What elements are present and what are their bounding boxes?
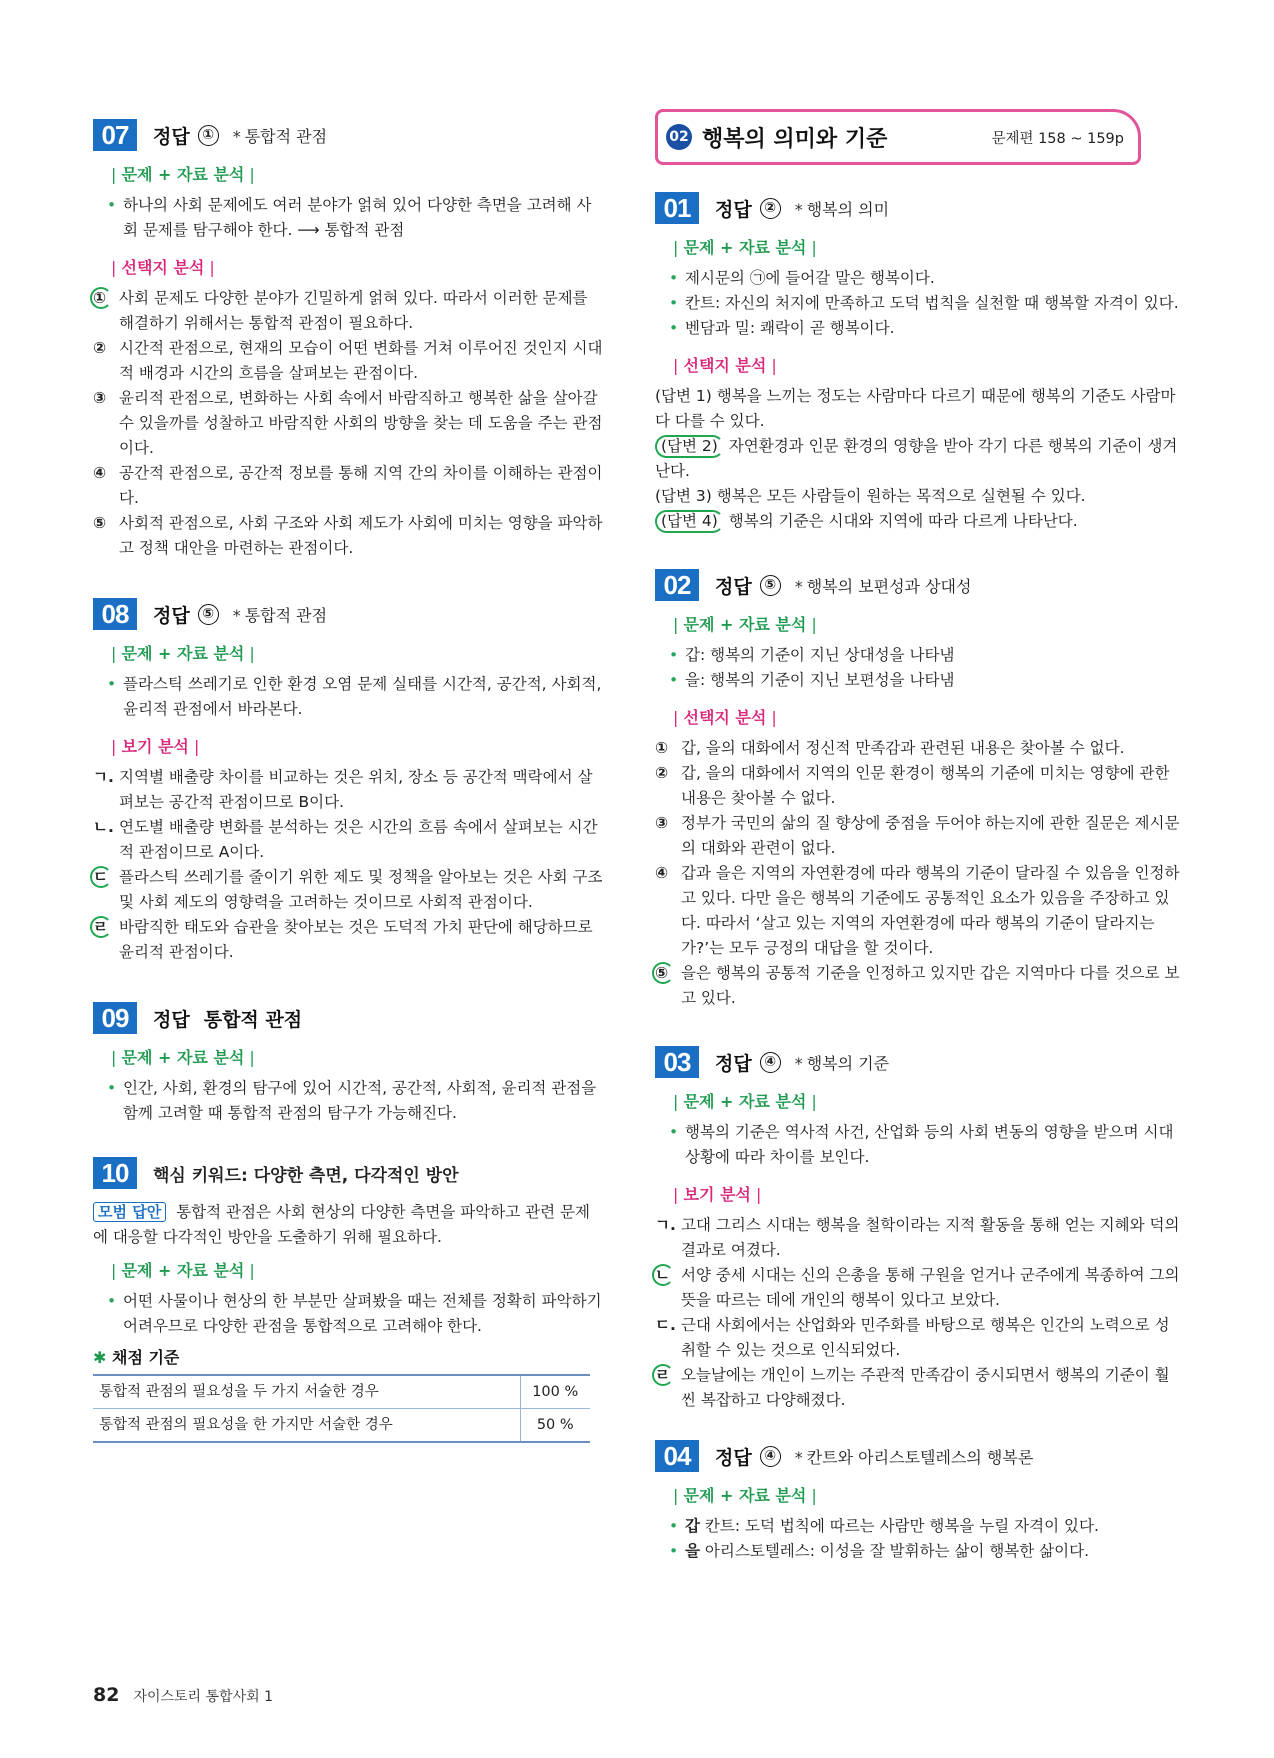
answer-ring-icon: (답변 4) (655, 510, 724, 533)
topic: * 칸트와 아리스토텔레스의 행복론 (794, 1447, 1034, 1467)
bullet-item: • 하나의 사회 문제에도 여러 분야가 얽혀 있어 다양한 측면을 고려해 사회 문제를 탐구해야 한다. ⟶ 통합적 관점 (105, 193, 603, 243)
answer-ring-icon (90, 287, 112, 309)
option-item: ㄷ 플라스틱 쓰레기를 줄이기 위한 제도 및 정책을 알아보는 것은 사회 구조 및 사회 제도의 영향력을 고려하는 것이므로 사회적 관점이다. (93, 865, 603, 915)
option-item: ④ 공간적 관점으로, 공간적 정보를 통해 지역 간의 차이를 이해하는 관점이다. (93, 464, 603, 507)
question-number: 02 (655, 569, 699, 601)
question-number: 07 (93, 119, 137, 151)
option-item: ④ 갑과 을은 지역의 자연환경에 따라 행복의 기준이 달라질 수 있음을 인정하고 있다. 다만 을은 행복의 기준에도 공통적인 요소가 있음을 주장하고 있다. 따라서 ‘살고 있는 지역의 자연환경에 따라 행복의 기준이 달라지는가?’는 모두 긍정의 대답을 할 것이다. (655, 864, 1180, 957)
bullet-list (667, 1120, 1180, 1170)
keyword-title: 핵심 키워드: 다양한 측면, 다각적인 방안 (153, 1165, 459, 1186)
question-header (655, 191, 1180, 225)
star-icon: * (794, 1053, 803, 1073)
table-row (93, 1375, 590, 1409)
analysis-tag: | 문제 + 자료 분석 | (673, 238, 817, 257)
star-icon: * (794, 1447, 803, 1467)
answer-choice: ⑤ (198, 604, 219, 625)
question-08 (93, 597, 603, 965)
answer-label: 정답 (715, 198, 752, 221)
left-column (93, 118, 603, 1469)
question-10 (93, 1156, 603, 1443)
analysis-tag: | 문제 + 자료 분석 | (111, 644, 255, 663)
topic: * 통합적 관점 (232, 605, 328, 625)
answer-ring-icon (90, 866, 112, 888)
option-item: ① 사회 문제도 다양한 분야가 긴밀하게 얽혀 있다. 따라서 이러한 문제를 해결하기 위해서는 통합적 관점이 필요하다. (93, 286, 603, 336)
analysis-tag: | 문제 + 자료 분석 | (673, 1486, 817, 1505)
bullet-list (105, 1076, 603, 1126)
question-header (655, 1439, 1180, 1473)
answer-item: (답변 4) 행복의 기준은 시대와 지역에 따라 다르게 나타난다. (655, 509, 1180, 534)
star-icon: * (232, 605, 241, 625)
bullet-item: • 플라스틱 쓰레기로 인한 환경 오염 문제 실태를 시간적, 공간적, 사회적, 윤리적 관점에서 바라본다. (105, 672, 603, 722)
answer-label: 정답 (153, 125, 190, 148)
answer-choice: ② (760, 198, 781, 219)
topic: * 행복의 의미 (794, 199, 890, 219)
bullet-item: • 인간, 사회, 환경의 탐구에 있어 시간적, 공간적, 사회적, 윤리적 관점을 함께 고려할 때 통합적 관점의 탐구가 가능해진다. (105, 1076, 603, 1126)
answer-label: 정답 (153, 604, 190, 627)
page-footer (93, 1684, 273, 1706)
answer-label: 정답 (153, 1008, 190, 1031)
question-number: 08 (93, 598, 137, 630)
question-header (655, 568, 1180, 602)
answer-ring-icon (652, 1364, 674, 1386)
book-title: 자이스토리 통합사회 1 (133, 1689, 273, 1705)
analysis-tag: | 문제 + 자료 분석 | (673, 1092, 817, 1111)
choice-analysis-tag: | 선택지 분석 | (111, 258, 215, 277)
answer-label: 정답 (715, 575, 752, 598)
option-item: ② 갑, 을의 대화에서 지역의 인문 환경이 행복의 기준에 미치는 영향에 관한 내용은 찾아볼 수 없다. (655, 764, 1170, 807)
option-item: ㄷ. 근대 사회에서는 산업화와 민주화를 바탕으로 행복은 인간의 노력으로 성취할 수 있는 것으로 인식되었다. (655, 1316, 1170, 1359)
criteria-desc: 통합적 관점의 필요성을 한 가지만 서술한 경우 (93, 1409, 520, 1443)
question-07 (93, 118, 603, 561)
answer-ring-icon: (답변 2) (655, 435, 724, 458)
answer-choice: ① (198, 125, 219, 146)
section-title: 행복의 의미와 기준 (702, 126, 888, 152)
answer-ring-icon (652, 962, 674, 984)
option-item: ⑤ 사회적 관점으로, 사회 구조와 사회 제도가 사회에 미치는 영향을 파악하고 정책 대안을 마련하는 관점이다. (93, 514, 603, 557)
table-row (93, 1409, 590, 1443)
question-02 (655, 568, 1180, 1011)
question-number: 01 (655, 192, 699, 224)
question-number: 04 (655, 1440, 699, 1472)
analysis-tag: | 문제 + 자료 분석 | (111, 1048, 255, 1067)
option-item: ③ 윤리적 관점으로, 변화하는 사회 속에서 바람직하고 행복한 삶을 살아갈 수 있을까를 성찰하고 바람직한 사회의 방향을 찾는 데 도움을 주는 관점이다. (93, 389, 603, 457)
analysis-tag: | 문제 + 자료 분석 | (673, 615, 817, 634)
choice-analysis-tag: | 보기 분석 | (111, 737, 200, 756)
option-item: ③ 정부가 국민의 삶의 질 향상에 중점을 두어야 하는지에 관한 질문은 제시문의 대화와 관련이 없다. (655, 814, 1180, 857)
bullet-item: • 을: 행복의 기준이 지닌 보편성을 나타냄 (667, 668, 1180, 693)
bullet-list (105, 672, 603, 722)
bullet-item: • 칸트: 자신의 처지에 만족하고 도덕 법칙을 실천할 때 행복할 자격이 있다. (667, 291, 1180, 316)
criteria-table (93, 1374, 590, 1443)
bullet-list (667, 266, 1180, 341)
bullet-item: • 제시문의 ㉠에 들어갈 말은 행복이다. (667, 266, 1180, 291)
analysis-tag: | 문제 + 자료 분석 | (111, 165, 255, 184)
right-column (655, 118, 1180, 1590)
answer-choice: ④ (760, 1446, 781, 1467)
question-header (93, 118, 603, 152)
section-badge: 02 (666, 124, 692, 150)
choice-analysis-tag: | 선택지 분석 | (673, 356, 777, 375)
answer-text: 통합적 관점 (203, 1008, 303, 1031)
star-icon: * (794, 576, 803, 596)
question-number: 09 (93, 1002, 137, 1034)
choice-analysis-tag: | 보기 분석 | (673, 1185, 762, 1204)
option-item: ㄴ 서양 중세 시대는 신의 은총을 통해 구원을 얻거나 군주에게 복종하여 그의 뜻을 따르는 데에 개인의 행복이 있다고 보았다. (655, 1263, 1180, 1313)
answer-choice: ⑤ (760, 575, 781, 596)
bullet-item: • 어떤 사물이나 현상의 한 부분만 살펴봤을 때는 전체를 정확히 파악하기 어려우므로 다양한 관점을 통합적으로 고려해야 한다. (105, 1289, 603, 1339)
bullet-item: • 갑 칸트: 도덕 법칙에 따르는 사람만 행복을 누릴 자격이 있다. (667, 1514, 1180, 1539)
option-item: ⑤ 을은 행복의 공통적 기준을 인정하고 있지만 갑은 지역마다 다를 것으로 보고 있다. (655, 961, 1180, 1011)
question-04 (655, 1439, 1180, 1564)
answer-label: 정답 (715, 1052, 752, 1075)
bullet-list (667, 1514, 1180, 1564)
star-icon: * (794, 199, 803, 219)
answer-choice: ④ (760, 1052, 781, 1073)
option-item: ② 시간적 관점으로, 현재의 모습이 어떤 변화를 거쳐 이루어진 것인지 시대적 배경과 시간의 흐름을 살펴보는 관점이다. (93, 339, 603, 382)
question-header (655, 1045, 1180, 1079)
question-header (93, 597, 603, 631)
option-item: ㄱ. 지역별 배출량 차이를 비교하는 것은 위치, 장소 등 공간적 맥락에서 살펴보는 공간적 관점이므로 B이다. (93, 768, 593, 811)
section-ref: 문제편 158 ~ 159p (991, 130, 1124, 147)
page-number: 82 (93, 1684, 120, 1706)
answer-label: 정답 (715, 1446, 752, 1469)
section-banner (655, 109, 1141, 165)
question-header (93, 1001, 603, 1035)
criteria-desc: 통합적 관점의 필요성을 두 가지 서술한 경우 (93, 1375, 520, 1409)
answer-ring-icon (90, 916, 112, 938)
question-09 (93, 1001, 603, 1126)
option-item: ㄹ 바람직한 태도와 습관을 찾아보는 것은 도덕적 가치 판단에 해당하므로 윤리적 관점이다. (93, 915, 603, 965)
bullet-item: • 갑: 행복의 기준이 지닌 상대성을 나타냄 (667, 643, 1180, 668)
model-answer: 모범 답안 통합적 관점은 사회 현상의 다양한 측면을 파악하고 관련 문제에 대응할 다각적인 방안을 도출하기 위해 필요하다. (93, 1203, 590, 1246)
criteria-pct: 100 % (520, 1375, 590, 1409)
criteria-title: ✱ 채점 기준 (93, 1348, 180, 1367)
criteria-pct: 50 % (520, 1409, 590, 1443)
answer-ring-icon (652, 1264, 674, 1286)
bullet-item: • 벤담과 밀: 쾌락이 곧 행복이다. (667, 316, 1180, 341)
bullet-item: • 행복의 기준은 역사적 사건, 산업화 등의 사회 변동의 영향을 받으며 시대 상황에 따라 차이를 보인다. (667, 1120, 1180, 1170)
question-header (93, 1156, 603, 1190)
option-item: ㄹ 오늘날에는 개인이 느끼는 주관적 만족감이 중시되면서 행복의 기준이 훨씬 복잡하고 다양해졌다. (655, 1363, 1180, 1413)
bullet-item: • 을 아리스토텔레스: 이성을 잘 발휘하는 삶이 행복한 삶이다. (667, 1539, 1180, 1564)
question-01 (655, 191, 1180, 534)
bullet-list (667, 643, 1180, 693)
option-item: ㄱ. 고대 그리스 시대는 행복을 철학이라는 지적 활동을 통해 얻는 지혜와 덕의 결과로 여겼다. (655, 1216, 1180, 1259)
question-03 (655, 1045, 1180, 1413)
answer-item: (답변 3) 행복은 모든 사람들이 원하는 목적으로 실현될 수 있다. (655, 487, 1086, 505)
topic: * 행복의 보편성과 상대성 (794, 576, 972, 596)
topic: * 통합적 관점 (232, 126, 328, 146)
model-answer-label: 모범 답안 (93, 1202, 166, 1222)
bullet-list (105, 193, 603, 243)
question-number: 10 (93, 1157, 137, 1189)
asterisk-icon: ✱ (93, 1348, 112, 1367)
question-number: 03 (655, 1046, 699, 1078)
choice-analysis-tag: | 선택지 분석 | (673, 708, 777, 727)
topic: * 행복의 기준 (794, 1053, 890, 1073)
answer-item: (답변 1) 행복을 느끼는 정도는 사람마다 다르기 때문에 행복의 기준도 사람마다 다를 수 있다. (655, 387, 1176, 430)
bullet-list (105, 1289, 603, 1339)
analysis-tag: | 문제 + 자료 분석 | (111, 1261, 255, 1280)
option-item: ㄴ. 연도별 배출량 변화를 분석하는 것은 시간의 흐름 속에서 살펴보는 시간적 관점이므로 A이다. (93, 818, 598, 861)
option-item: ① 갑, 을의 대화에서 정신적 만족감과 관련된 내용은 찾아볼 수 없다. (655, 739, 1125, 757)
star-icon: * (232, 126, 241, 146)
answer-item: (답변 2) 자연환경과 인문 환경의 영향을 받아 각기 다른 행복의 기준이 생겨난다. (655, 437, 1178, 480)
